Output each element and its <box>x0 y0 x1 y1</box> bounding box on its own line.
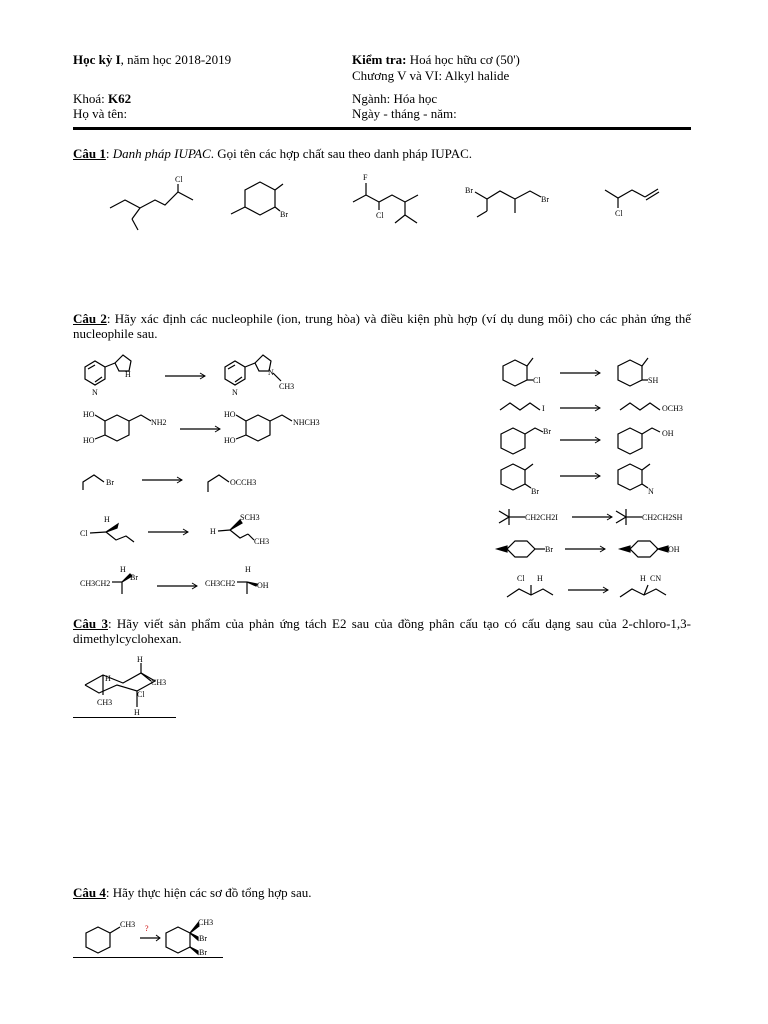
q4-arrow <box>140 934 162 942</box>
q3-answer-line <box>73 717 176 718</box>
q2-r8-arrow <box>560 436 602 444</box>
q1-molecule-4 <box>465 175 555 225</box>
q1-molecule-1 <box>105 172 200 232</box>
q4-reactant <box>80 915 145 960</box>
q2-r3-arrow <box>142 476 184 484</box>
q2-r12-cl: Cl <box>517 574 525 583</box>
q2-r4-arrow <box>148 528 190 536</box>
question-2-label: Câu 2 <box>73 311 107 326</box>
q2-r11p-oh: OH <box>668 545 680 554</box>
q2-r3-reactant <box>80 470 130 500</box>
q2-r3p-occh3: OCCH3 <box>230 478 257 487</box>
q1-m5-cl: Cl <box>615 209 623 218</box>
q2-r12p-h: H <box>640 574 646 583</box>
q2-r10-ch2ch2i: CH2CH2I <box>525 513 558 522</box>
semester-label: Học kỳ I <box>73 52 121 67</box>
q2-r1-n1: N <box>92 388 98 397</box>
q2-r5p-oh: OH <box>257 581 269 590</box>
question-3-label: Câu 3 <box>73 616 108 631</box>
q1-m2-br: Br <box>280 210 288 219</box>
q2-r5p-ch3ch2: CH3CH2 <box>205 579 236 588</box>
q1-molecule-2 <box>225 170 295 230</box>
question-1-label: Câu 1 <box>73 146 106 161</box>
q2-r6-reactant <box>495 352 555 397</box>
q1-m4-br2: Br <box>541 195 549 204</box>
q1-m1-cl: Cl <box>175 175 183 184</box>
course-line <box>73 91 131 107</box>
q2-r8-reactant <box>495 420 565 460</box>
q2-r6-product <box>610 352 670 397</box>
q2-r11-reactant <box>495 535 570 565</box>
question-4-text: : Hãy thực hiện các sơ đồ tổng hợp sau. <box>105 885 312 900</box>
q2-r10-reactant <box>495 505 570 530</box>
question-4 <box>73 885 691 900</box>
q2-r5p-h: H <box>245 565 251 574</box>
q2-r11-br: Br <box>545 545 553 554</box>
q2-r8-br: Br <box>543 427 551 436</box>
q2-r4-reactant <box>80 512 140 552</box>
q3-cl: Cl <box>137 690 145 699</box>
q2-r7-arrow <box>560 404 602 412</box>
q2-r1p-n2: N <box>268 368 274 377</box>
question-3 <box>73 616 691 646</box>
q2-r9-br: Br <box>531 487 539 496</box>
q2-r7-product <box>618 398 693 418</box>
question-1-text: . Gọi tên các hợp chất sau theo danh pháp IUPAC. <box>210 146 473 161</box>
q2-r4-h: H <box>104 515 110 524</box>
q2-r6-cl: Cl <box>533 376 541 385</box>
q2-r2p-ho2: HO <box>224 436 236 445</box>
question-2 <box>73 311 691 341</box>
q4-reagent-unknown: ? <box>145 924 149 933</box>
q2-r12-reactant <box>505 573 570 603</box>
q2-r1-arrow <box>165 372 207 380</box>
q2-r7-i: I <box>542 404 545 413</box>
q2-r1p-ch3: CH3 <box>279 382 295 391</box>
q2-r12-h: H <box>537 574 543 583</box>
q2-r1-reactant <box>75 345 135 400</box>
q2-r9p-n: N <box>648 487 654 496</box>
q2-r11-product <box>618 535 693 565</box>
q1-m3-f: F <box>363 173 368 182</box>
semester-line <box>73 52 231 68</box>
q2-r11-arrow <box>565 545 607 553</box>
q4-product-br2: Br <box>199 948 207 957</box>
q2-r4p-h: H <box>210 527 216 536</box>
q3-chair-conformation <box>75 655 175 715</box>
q3-h-bottom: H <box>134 708 140 717</box>
question-4-label: Câu 4 <box>73 885 106 900</box>
q4-reactant-ch3: CH3 <box>120 920 136 929</box>
q2-r8-product <box>612 420 682 460</box>
q1-m3-cl: Cl <box>376 211 384 220</box>
q2-r4-cl: Cl <box>80 529 88 538</box>
q4-answer-line <box>73 957 223 958</box>
q2-r1-product <box>215 345 300 400</box>
school-year: , năm học 2018-2019 <box>120 52 232 67</box>
chapter: Chương V và VI: Alkyl halide <box>352 68 510 83</box>
q2-r1-h: H <box>125 370 131 379</box>
q2-r4-product <box>210 510 280 550</box>
q3-h-left: H <box>105 674 111 683</box>
q2-r2-ho1: HO <box>83 410 95 419</box>
q2-r2-arrow <box>180 425 222 433</box>
q2-r5-ch3ch2: CH3CH2 <box>80 579 111 588</box>
q2-r10-arrow <box>572 513 614 521</box>
q2-r2-product <box>222 405 332 453</box>
q2-r9-product <box>612 458 672 498</box>
q2-r7p-och3: OCH3 <box>662 404 683 413</box>
q4-product-ch3: CH3 <box>198 918 214 927</box>
question-1-topic: Danh pháp IUPAC <box>112 146 211 161</box>
q2-r2-nh2: NH2 <box>151 418 167 427</box>
q2-r12-product <box>618 573 683 603</box>
q2-r6p-sh: SH <box>648 376 659 385</box>
q4-product <box>160 915 225 960</box>
q2-r2-ho2: HO <box>83 436 95 445</box>
q3-h-top: H <box>137 655 143 664</box>
q2-r2-reactant <box>75 405 175 453</box>
question-3-text: : Hãy viết sản phẩm của phản ứng tách E2 sau của đồng phân cấu tạo có cấu dạng sau của 2-chloro-1,3-dimethylcyclohexan. <box>73 616 691 646</box>
q1-molecule-5 <box>600 175 665 225</box>
major: Ngành: Hóa học <box>352 91 438 106</box>
q2-r9-arrow <box>560 472 602 480</box>
q3-ch3-left: CH3 <box>97 698 113 707</box>
course-value: K62 <box>108 91 132 106</box>
exam-subject: Hoá học hữu cơ (50') <box>406 52 520 67</box>
q4-product-br1: Br <box>199 934 207 943</box>
q2-r7-reactant <box>498 398 558 418</box>
name-label: Họ và tên: <box>73 106 128 121</box>
date-label: Ngày - tháng - năm: <box>352 106 457 121</box>
q2-r3-br: Br <box>106 478 114 487</box>
q2-r12p-cn: CN <box>650 574 662 583</box>
course-label: Khoá: <box>73 91 109 106</box>
q2-r5-arrow <box>157 582 199 590</box>
q2-r5-product <box>205 562 285 602</box>
q2-r4p-ch3: CH3 <box>254 537 270 546</box>
q2-r10-product <box>612 505 697 530</box>
q2-r12-arrow <box>568 586 610 594</box>
question-1: Câu 1: Danh pháp IUPAC. Gọi tên các hợp chất sau theo danh pháp IUPAC. <box>73 146 473 161</box>
q2-r1p-n1: N <box>232 388 238 397</box>
q2-r5-br: Br <box>130 573 138 582</box>
q2-r8p-oh: OH <box>662 429 674 438</box>
q2-r2p-nhch3: NHCH3 <box>293 418 320 427</box>
q1-molecule-3 <box>345 170 435 230</box>
q1-m4-br1: Br <box>465 186 473 195</box>
q2-r9-reactant <box>495 458 555 498</box>
q2-r6-arrow <box>560 369 602 377</box>
q2-r3-product <box>205 468 290 498</box>
q2-r10p-ch2ch2sh: CH2CH2SH <box>642 513 683 522</box>
q2-r5-h: H <box>120 565 126 574</box>
q3-ch3-right: CH3 <box>151 678 167 687</box>
question-2-text: : Hãy xác định các nucleophile (ion, trung hòa) và điều kiện phù hợp (ví dụ dung môi) cho các phản ứng thế nucleophile sau. <box>73 311 691 341</box>
q2-r4p-sch3: SCH3 <box>240 513 260 522</box>
q2-r2p-ho1: HO <box>224 410 236 419</box>
q2-r5-reactant <box>80 562 150 602</box>
exam-label: Kiểm tra: <box>352 52 407 67</box>
exam-line <box>352 52 520 68</box>
header-rule <box>73 127 691 130</box>
